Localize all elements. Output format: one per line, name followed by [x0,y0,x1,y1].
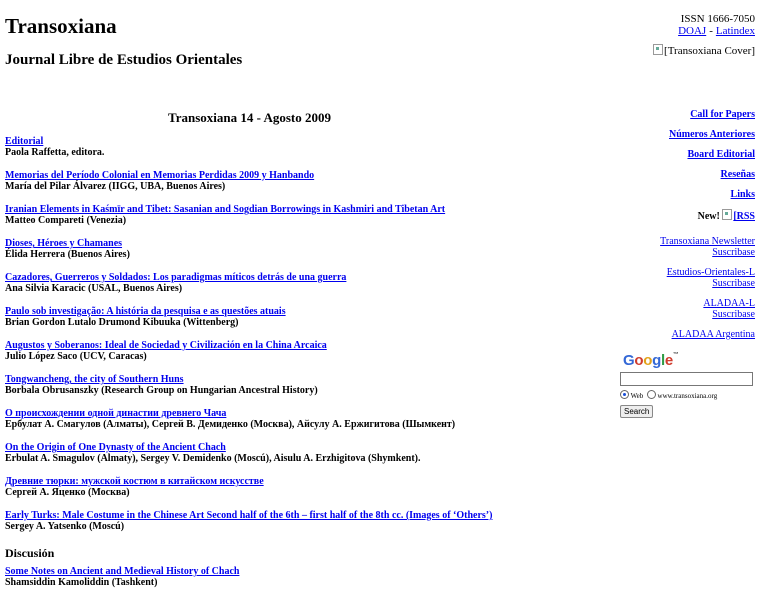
article-link[interactable]: О происхождении одной династии древнего Чача [5,408,227,419]
article-link[interactable]: Early Turks: Male Costume in the Chinese Art Second half of the 6th – first half of the 8th cc. (Images of ‘Others’) [5,510,493,521]
article-author: Ербулат А. Смагулов (Алматы), Сергей В. Демиденко (Москва), Айсулу А. Ержигитова (Шымкент) [5,419,456,430]
aladaa-subscribe-link[interactable]: Suscribase [712,309,755,320]
article-author: Julio López Saco (UCV, Caracas) [5,351,147,362]
article-item [5,510,605,544]
article-link[interactable]: Augustos y Soberanos: Ideal de Sociedad y Civilización en la China Arcaica [5,340,327,351]
article-link[interactable]: Древние тюрки: мужской костюм в китайском искусстве [5,476,264,487]
nav-call-for-papers[interactable]: Call for Papers [690,109,755,120]
article-link[interactable]: Editorial [5,136,44,147]
article-link[interactable]: Iranian Elements in Kaśmīr and Tibet: Sasanian and Sogdian Borrowings in Kashmiri and Tibetan Art [5,204,446,215]
article-item [5,272,605,306]
article-author: Élida Herrera (Buenos Aires) [5,249,130,260]
article-item [5,340,605,374]
nav-resenas[interactable]: Reseñas [720,169,755,180]
section-heading-discusion: Discusión [5,546,55,560]
article-list [5,136,605,600]
rss-icon [722,209,732,220]
article-author: Shamsiddin Kamoliddin (Tashkent) [5,577,158,588]
issn-box [678,13,755,37]
article-link[interactable]: Tongwancheng, the city of Southern Huns [5,374,184,385]
cover-alt-text: [Transoxiana Cover] [664,45,755,57]
right-nav [669,109,755,229]
google-logo-text: Google [623,352,673,369]
doaj-link[interactable]: DOAJ [678,25,707,37]
radio-site[interactable] [647,390,656,399]
search-input[interactable] [620,372,753,386]
nav-links[interactable]: Links [730,189,755,200]
mailing-lists [660,236,755,348]
article-item [5,408,605,442]
article-item [5,238,605,272]
article-link[interactable]: Paulo sob investigação: A história da pesquisa e as questões atuais [5,306,286,317]
link-separator: - [709,25,713,37]
rss-alt-text: [RSS [733,211,755,222]
google-logo: Google™ [623,352,679,369]
newsletter-link[interactable]: Transoxiana Newsletter [660,236,755,247]
article-author: Ana Silvia Karacic (USAL, Buenos Aires) [5,283,183,294]
site-subtitle: Journal Libre de Estudios Orientales [5,52,243,68]
article-link[interactable]: Cazadores, Guerreros y Soldados: Los paradigmas míticos detrás de una guerra [5,272,347,283]
radio-site-label: www.transoxiana.org [657,392,718,400]
radio-web[interactable] [620,390,629,399]
site-title: Transoxiana [5,14,117,38]
estudios-subscribe-link[interactable]: Suscribase [712,278,755,289]
nav-board-editorial[interactable]: Board Editorial [687,149,755,160]
aladaa-argentina-link[interactable]: ALADAA Argentina [671,329,755,340]
article-author: Brian Gordon Lutalo Drumond Kibuuka (Wittenberg) [5,317,239,328]
broken-image-icon [653,44,663,55]
latindex-link[interactable]: Latindex [715,25,755,37]
article-item [5,476,605,510]
article-link[interactable]: Some Notes on Ancient and Medieval History of Chach [5,566,240,577]
article-item [5,306,605,340]
rss-link[interactable] [722,211,755,222]
aladaa-l-link[interactable]: ALADAA-L [703,298,755,309]
article-item [5,566,605,600]
article-author: Matteo Compareti (Venezia) [5,215,127,226]
article-item [5,442,605,476]
article-author: Sergey A. Yatsenko (Moscú) [5,521,125,532]
radio-web-label: Web [630,392,644,400]
search-button[interactable]: Search [620,405,653,418]
article-author: María del Pilar Álvarez (IIGG, UBA, Buenos Aires) [5,181,226,192]
newsletter-subscribe-link[interactable]: Suscribase [712,247,755,258]
article-link[interactable]: Memorias del Período Colonial en Memorias Perdidas 2009 y Hanbando [5,170,315,181]
issue-title: Transoxiana 14 - Agosto 2009 [168,110,331,125]
article-item [5,204,605,238]
search-scope [620,390,760,401]
article-author: Borbala Obrusanszky (Research Group on Hungarian Ancestral History) [5,385,318,396]
article-item [5,374,605,408]
article-link[interactable]: Dioses, Héroes y Chamanes [5,238,123,249]
cover-image [653,44,755,57]
article-item [5,136,605,170]
issn-number: ISSN 1666-7050 [680,13,755,25]
article-link[interactable]: On the Origin of One Dynasty of the Ancient Chach [5,442,226,453]
article-item [5,170,605,204]
nav-numeros-anteriores[interactable]: Números Anteriores [668,129,755,140]
estudios-orientales-link[interactable]: Estudios-Orientales-L [666,267,755,278]
new-label: New! [697,211,720,222]
article-author: Сергей А. Яценко (Москва) [5,487,130,498]
article-author: Paola Raffetta, editora. [5,147,105,158]
google-search-box [620,352,760,419]
article-author: Erbulat A. Smagulov (Almaty), Sergey V. Demidenko (Moscú), Aisulu A. Erzhigitova (Shymkent). [5,453,421,464]
